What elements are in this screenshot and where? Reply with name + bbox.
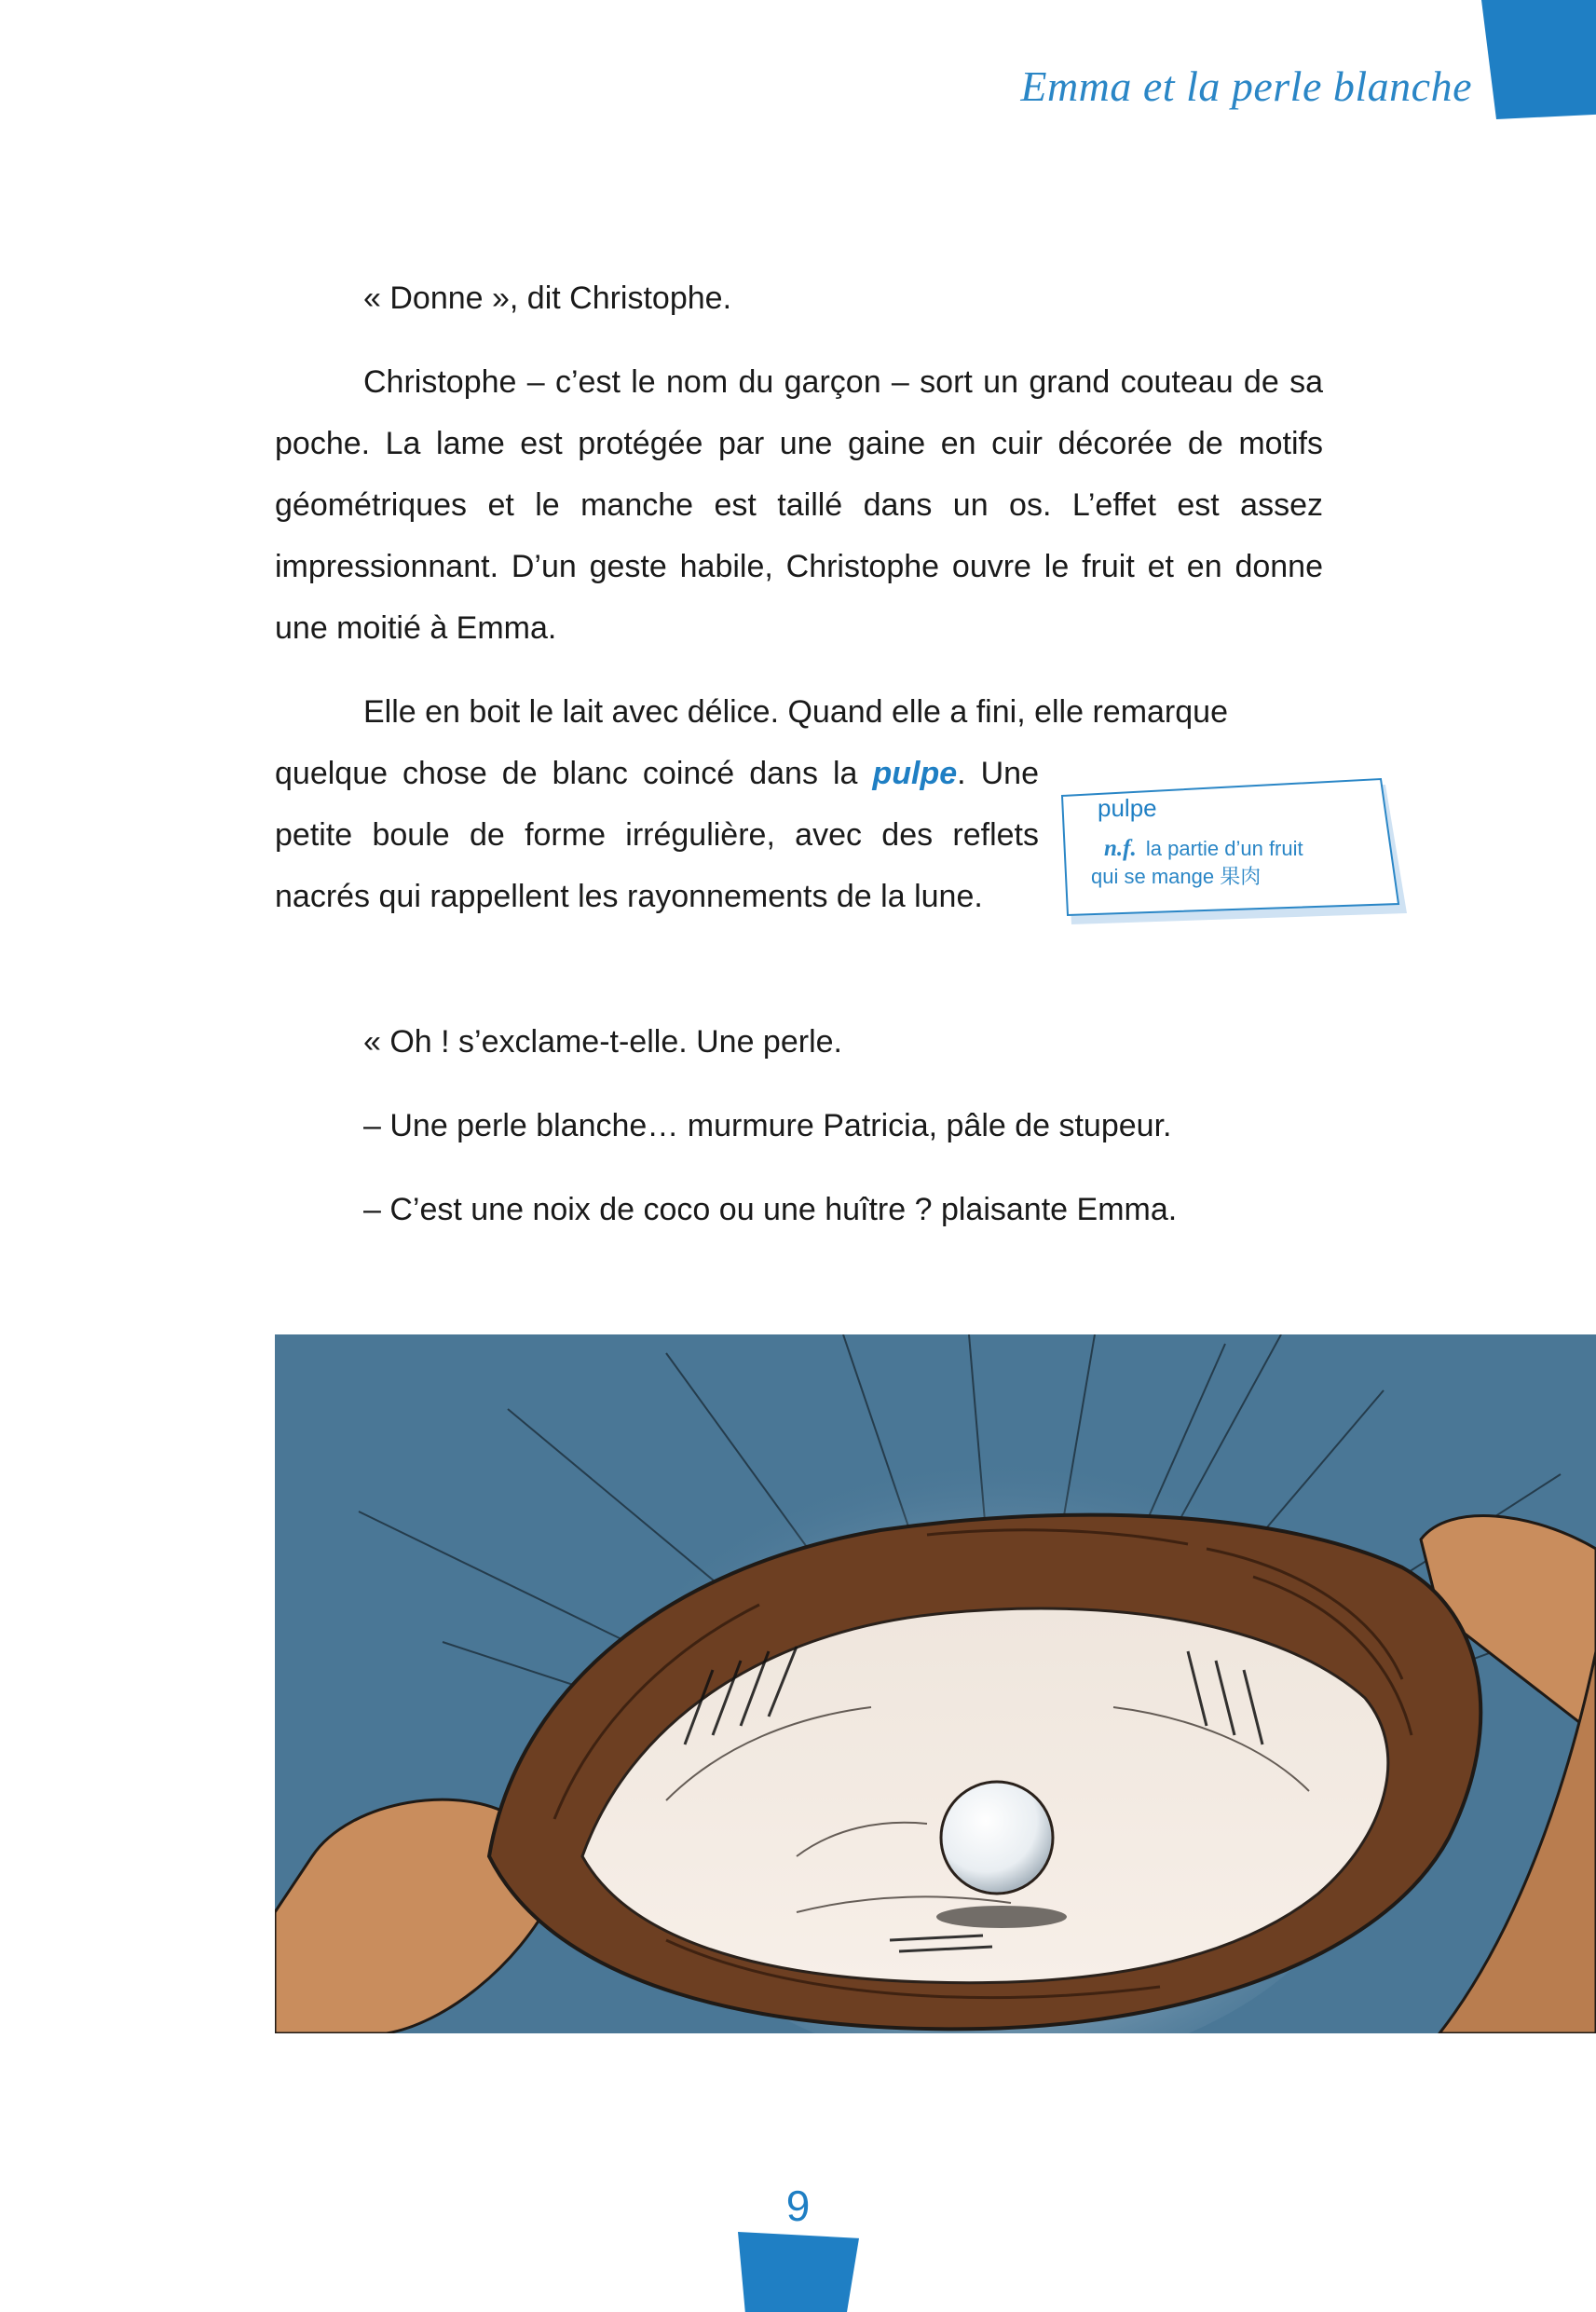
paragraph-2: Christophe – c’est le nom du garçon – sort un grand couteau de sa poche. La lame est protégée par une gaine en cuir décorée de motifs géométriques et le manche est taillé dans un os. L’effet est assez impressionnant. D’un geste habile, Christophe ouvre le fruit et en donne une moitié à Emma.: [275, 364, 1323, 646]
dialogue-line-2: – Une perle blanche… murmure Patricia, pâle de stupeur.: [363, 1108, 1172, 1143]
text-block-dialogue: [275, 1011, 1323, 1240]
running-header-title: Emma et la perle blanche: [1020, 62, 1472, 110]
glossary-definition-line-2: qui se mange 果肉: [1091, 865, 1262, 888]
glossary-note: [1053, 775, 1407, 929]
text-block-paragraph-3: [275, 681, 1323, 743]
coconut-pearl-illustration: [275, 1334, 1596, 2033]
illustration-drawing: [275, 1334, 1596, 2033]
bottom-tab-decoration: [738, 2232, 859, 2312]
paragraph-3-body: [275, 743, 1039, 927]
paragraph-3-before-keyword: quelque chose de blanc coincé dans la: [275, 756, 873, 791]
page-number: 9: [785, 2182, 811, 2230]
paragraph-3-rest: Une petite boule de forme irrégulière, avec des reflets nacrés qui rappellent les rayonnements de la lune.: [275, 756, 1039, 914]
dialogue-line-1: « Oh ! s’exclame-t-elle. Une perle.: [363, 1024, 842, 1060]
glossary-term: pulpe: [1098, 794, 1157, 822]
glossary-part-of-speech: n.f.: [1104, 836, 1137, 861]
paragraph-1: « Donne », dit Christophe.: [363, 280, 732, 316]
glossary-definition: [1091, 835, 1389, 891]
corner-tab-decoration: [1481, 0, 1596, 119]
dialogue-line-3: – C’est une noix de coco ou une huître ? plaisante Emma.: [363, 1192, 1178, 1227]
text-block-paragraph-3-wrapped: [275, 743, 1039, 927]
text-block-top: [275, 267, 1323, 659]
paragraph-3-line-1: Elle en boit le lait avec délice. Quand elle a fini, elle remarque: [363, 694, 1228, 730]
paragraph-3-after-keyword: .: [957, 756, 966, 791]
glossary-definition-line-1: la partie d’un fruit: [1145, 837, 1303, 860]
glossary-keyword-pulpe[interactable]: pulpe: [872, 756, 958, 791]
